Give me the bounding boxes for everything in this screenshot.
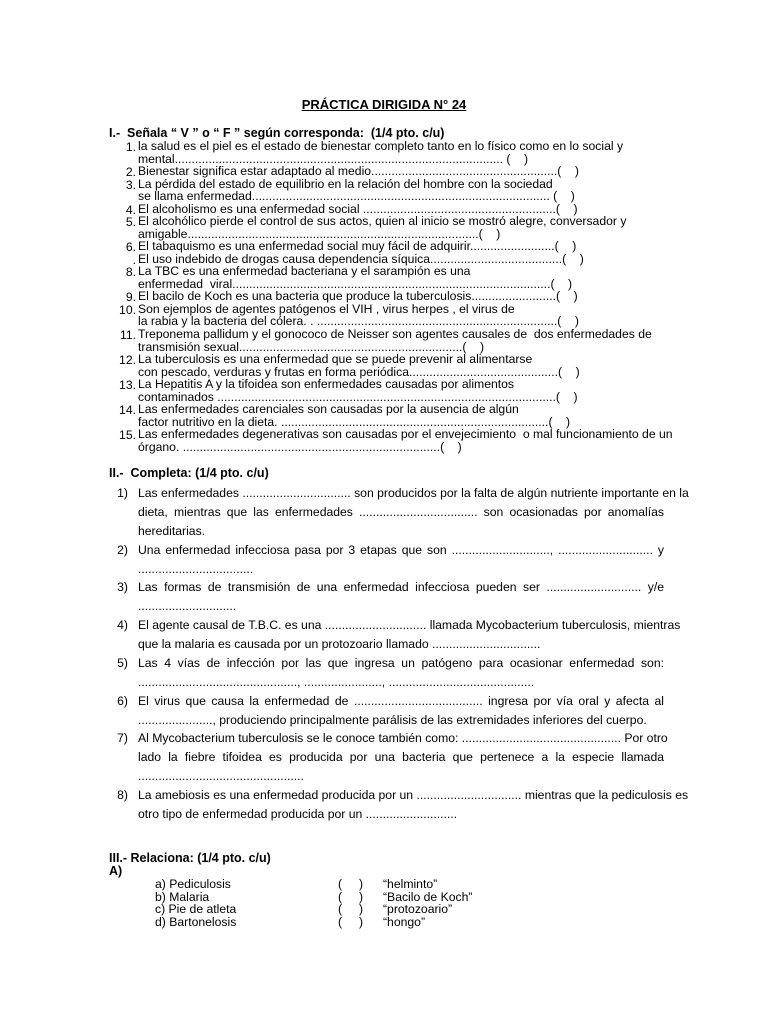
item-text: El uso indebido de drogas causa dependencia síquica.......................................( ) <box>138 251 584 266</box>
item-number: 4) <box>117 618 128 632</box>
item-text: la rabia y la bacteria del cólera. . .......................................................................( ) <box>138 314 579 328</box>
item-text: factor nutritivo en la dieta. ...............................................................................( ) <box>138 414 571 429</box>
answer-blank: ( ) <box>338 889 364 904</box>
item-text: El virus que causa la enfermedad de ...................................... ingresa por vía oral y afecta al <box>138 694 664 708</box>
answer-blank: ( ) <box>338 877 364 891</box>
item-text: Las formas de transmisión de una enfermedad infecciosa pueden ser ............................ y/e <box>138 580 664 594</box>
item-text: amigable......................................................................................( ) <box>138 226 501 241</box>
item-text: otro tipo de enfermedad producida por un ........................... <box>138 807 458 821</box>
item-text: hereditarias. <box>138 524 206 538</box>
item-text: con pescado, verduras y frutas en forma periódica............................................( ) <box>138 364 580 379</box>
answer-blank: ( ) <box>338 914 364 929</box>
item-number: 12. <box>119 353 136 367</box>
item-number: 5. <box>125 215 136 229</box>
term: a) Pediculosis <box>155 877 231 891</box>
item-number: 3) <box>117 580 128 594</box>
item-text: Las 4 vías de infección por las que ingresa un patógeno para ocasionar enfermedad son: <box>138 656 664 670</box>
item-text: Son ejemplos de agentes patógenos el VIH , virus herpes , el virus de <box>138 301 515 316</box>
item-text: El alcoholismo es una enfermedad social .........................................................( ) <box>138 201 578 216</box>
term: b) Malaria <box>155 889 210 904</box>
item-text: La tuberculosis es una enfermedad que se puede prevenir al alimentarse <box>138 352 533 366</box>
option: “Bacilo de Koch” <box>383 889 473 904</box>
item-text: que la malaria es causada por un protozoario llamado ................................ <box>138 637 541 651</box>
section-2-heading: II.- Completa: (1/4 pto. c/u) <box>109 466 269 480</box>
item-text: órgano. ............................................................................( ) <box>138 439 462 454</box>
item-text: transmisión sexual..................................................................( ) <box>138 339 485 354</box>
item-text: Las enfermedades degenerativas son causadas por el envejecimiento o mal funcionamiento de un <box>138 427 673 441</box>
item-text: La Hepatitis A y la tifoidea son enfermedades causadas por alimentos <box>138 377 515 391</box>
option: “helminto” <box>383 877 438 891</box>
option: “protozoario” <box>383 902 453 916</box>
item-text: Treponema pallidum y el gonococo de Neisser son agentes causales de dos enfermedades de <box>138 327 652 341</box>
item-number: 4. <box>125 202 136 217</box>
item-text: Las enfermedades carenciales son causadas por la ausencia de algún <box>138 402 519 416</box>
item-text: El bacilo de Koch es una bacteria que produce la tuberculosis.........................( ) <box>138 289 578 303</box>
item-number: 13. <box>119 378 136 392</box>
option: “hongo” <box>383 914 426 929</box>
page-title: PRÁCTICA DIRIGIDA N° 24 <box>301 97 467 112</box>
term: d) Bartonelosis <box>155 914 237 929</box>
item-text: contaminados ....................................................................................................( ) <box>138 389 578 404</box>
item-text: El tabaquismo es una enfermedad social muy fácil de adquirir.........................( ) <box>138 239 577 253</box>
item-number: 9. <box>125 290 136 304</box>
item-text: mental................................................................................................. ( ) <box>138 151 529 166</box>
section-1-heading: I.- Señala “ V ” o “ F ” según corresponda: (1/4 pto. c/u) <box>109 126 445 140</box>
item-text: .................................. <box>138 562 254 576</box>
item-number: 2) <box>117 543 128 557</box>
item-number: 8. <box>125 265 136 279</box>
item-text: El agente causal de T.B.C. es una .............................. llamada Mycobacterium tuberculosis, mientras <box>138 618 681 632</box>
item-text: Las enfermedades ................................ son producidos por la falta de algún nutriente importante en la <box>138 486 689 500</box>
item-number: 10. <box>119 302 136 317</box>
item-number: 6) <box>117 694 128 708</box>
item-number: 14. <box>119 403 136 417</box>
item-text: La TBC es una enfermedad bacteriana y el sarampión es una <box>138 264 471 278</box>
item-text: Al Mycobacterium tuberculosis se le conoce también como: ............................................... Por otro <box>138 731 668 745</box>
item-text: ..............................................., ......................., ........................................... <box>138 675 535 689</box>
item-text: ............................. <box>138 599 237 613</box>
item-text: ................................................. <box>138 769 304 783</box>
item-text: ......................, produciendo principalmente parálisis de las extremidades inferiores del cuerpo. <box>138 713 647 727</box>
answer-blank: ( ) <box>338 902 364 916</box>
item-number: 7) <box>117 731 128 745</box>
item-number: 8) <box>117 788 128 802</box>
section-3-subheading: A) <box>109 864 123 878</box>
term: c) Pie de atleta <box>155 902 237 916</box>
item-text: Bienestar significa estar adaptado al medio.......................................................( ) <box>138 164 579 178</box>
section-3-heading: III.- Relaciona: (1/4 pto. c/u) <box>109 851 271 865</box>
item-text: Una enfermedad infecciosa pasa por 3 etapas que son ............................., ............................ y <box>138 543 664 557</box>
item-text: se llama enfermedad........................................................................................ ( ) <box>138 189 575 203</box>
item-text: dieta, mientras que las enfermedades ................................... son ocasionadas por anomalías <box>138 505 664 519</box>
item-number: 11. <box>119 328 136 342</box>
item-number: . <box>132 252 136 267</box>
item-text: La amebiosis es una enfermedad producida por un ............................... mientras que la pediculosis es <box>138 788 689 802</box>
item-text: lado la fiebre tifoidea es producida por una bacteria que pertenece a la especie llamada <box>138 750 664 764</box>
item-number: 15. <box>119 428 136 442</box>
item-number: 5) <box>117 656 128 670</box>
item-number: 1) <box>117 486 128 500</box>
item-number: 1. <box>125 140 136 154</box>
item-number: 6. <box>125 240 136 254</box>
item-text: la salud es el piel es el estado de bienestar completo tanto en lo físico como en lo social y <box>138 139 624 153</box>
item-text: enfermedad viral..............................................................................................( ) <box>138 276 573 291</box>
item-number: 3. <box>125 177 136 192</box>
item-number: 2. <box>125 165 136 179</box>
item-text: La pérdida del estado de equilibrio en la relación del hombre con la sociedad <box>138 176 553 191</box>
item-text: El alcohólico pierde el control de sus actos, quien al inicio se mostró alegre, conversador y <box>138 214 627 228</box>
